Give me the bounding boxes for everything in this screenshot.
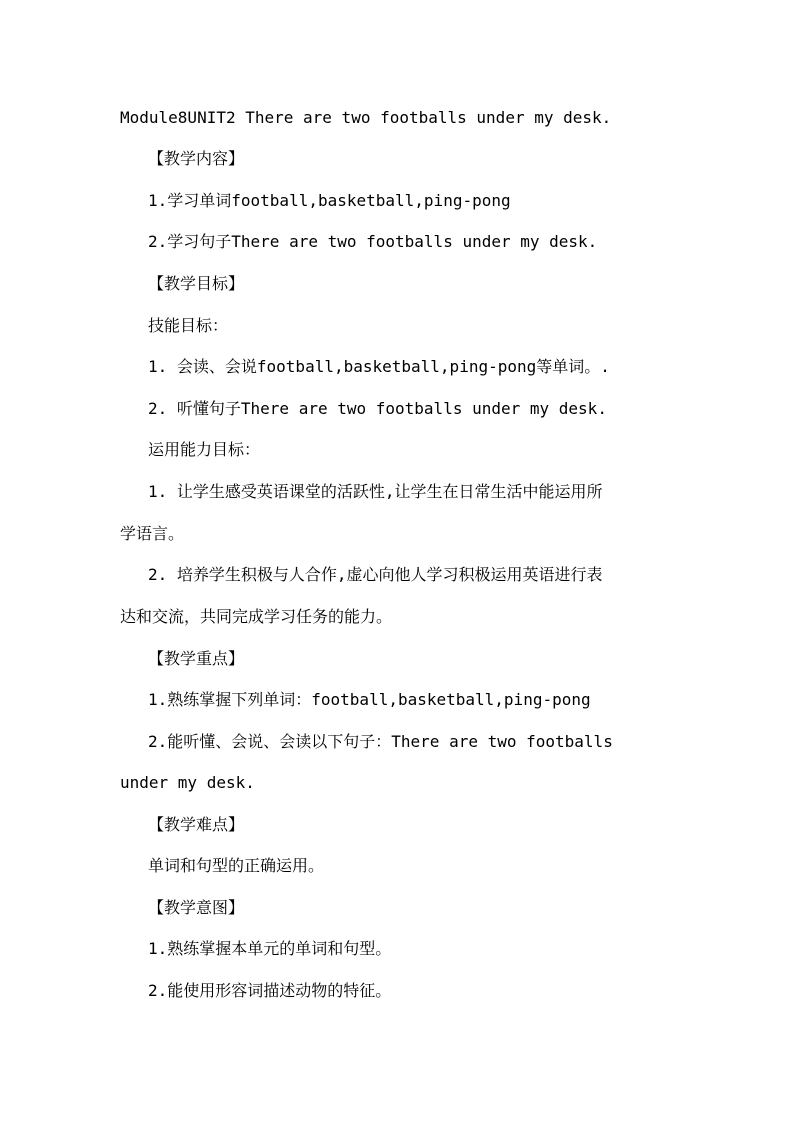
key-points-heading: 【教学重点】 <box>148 649 245 668</box>
key-point-1: 1.熟练掌握下列单词：football,basketball,ping-pong <box>148 690 591 709</box>
ability-goals-label: 运用能力目标： <box>148 440 261 459</box>
intent-item-2: 2.能使用形容词描述动物的特征。 <box>148 981 392 1000</box>
skill-goal-1: 1. 会读、会说football,basketball,ping-pong等单词。. <box>148 357 610 376</box>
difficulty-heading: 【教学难点】 <box>148 815 245 834</box>
skill-goals-label: 技能目标： <box>148 316 229 335</box>
goals-heading: 【教学目标】 <box>148 274 245 293</box>
content-heading: 【教学内容】 <box>148 149 245 168</box>
skill-goal-2: 2. 听懂句子There are two footballs under my desk. <box>148 399 607 418</box>
intent-item-1: 1.熟练掌握本单元的单词和句型。 <box>148 939 392 958</box>
document-title: Module8UNIT2 There are two footballs under my desk. <box>120 108 612 127</box>
content-item-2: 2.学习句子There are two footballs under my desk. <box>148 232 598 251</box>
ability-goal-1-line-1: 1. 让学生感受英语课堂的活跃性,让学生在日常生活中能运用所 <box>148 482 603 501</box>
intent-heading: 【教学意图】 <box>148 898 245 917</box>
key-point-2-line-1: 2.能听懂、会说、会读以下句子：There are two footballs <box>148 732 613 751</box>
difficulty-text: 单词和句型的正确运用。 <box>148 856 325 875</box>
ability-goal-2-line-2: 达和交流，共同完成学习任务的能力。 <box>120 607 393 626</box>
content-item-1: 1.学习单词football,basketball,ping-pong <box>148 191 511 210</box>
ability-goal-1-line-2: 学语言。 <box>120 524 185 543</box>
key-point-2-line-2: under my desk. <box>120 773 255 792</box>
ability-goal-2-line-1: 2. 培养学生积极与人合作,虚心向他人学习积极运用英语进行表 <box>148 565 603 584</box>
